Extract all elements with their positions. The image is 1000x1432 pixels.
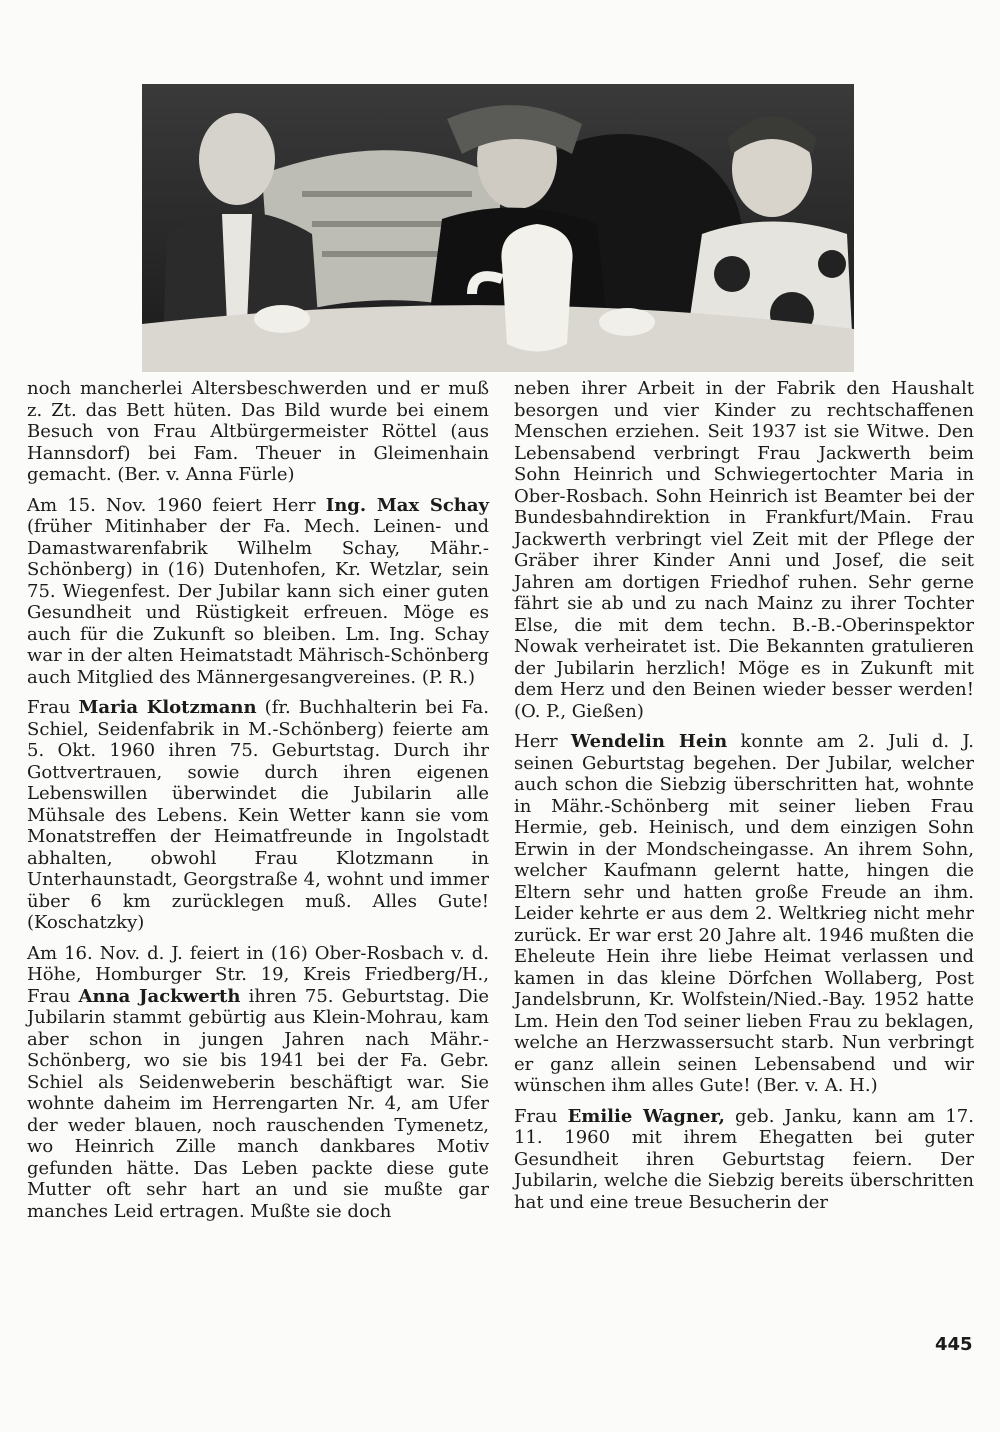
left-column (27, 378, 489, 1231)
person-name: Anna Jackwerth (78, 985, 241, 1007)
person-name: Maria Klotzmann (78, 697, 257, 718)
person-name: Emilie Wagner, (567, 1105, 725, 1127)
paragraph-fuerle (27, 378, 489, 486)
person-name: Wendelin Hein (570, 731, 728, 752)
paragraph-text: Frau (27, 697, 79, 718)
paragraph-text: Frau (514, 1105, 568, 1127)
paragraph-text: Am 15. Nov. 1960 feiert Herr (27, 494, 326, 516)
right-column (514, 378, 974, 1222)
paragraph-text: geb. Janku, kann am 17. 11. 1960 mit ihrem Ehegatten bei guter Gesundheit ihren Geburtstag feiern. Der Jubilarin, welche die Siebzig bereits überschritten hat und eine treue Besucherin der (514, 1105, 974, 1213)
page-number: 445 (935, 1334, 973, 1355)
paragraph-jackwerth-cont (514, 378, 974, 722)
paragraph-text: Herr (514, 731, 571, 752)
photo-three-persons (142, 84, 854, 372)
paragraph-text: noch mancherlei Altersbeschwerden und er muß z. Zt. das Bett hüten. Das Bild wurde bei einem Besuch von Frau Altbürgermeister Röttel (aus Hannsdorf) bei Fam. Theuer in Gleimenhain gemacht. (Ber. v. Anna Fürle) (27, 378, 489, 485)
paragraph-schay (27, 495, 489, 689)
paragraph-wagner (514, 1106, 974, 1214)
paragraph-text: ihren 75. Geburtstag. Die Jubilarin stammt gebürtig aus Klein-Mohrau, kam aber schon in jungen Jahren nach Mähr.-Schönberg, wo sie bis 1941 bei der Fa. Gebr. Schiel als Seidenweberin beschäftigt war. Sie wohnte daheim im Herrengarten Nr. 4, am Ufer der weder blauen, noch rauschenden Tymenetz, wo Heinrich Zille manch dankbares Motiv gefunden hätte. Das Leben packte diese gute Mutter oft sehr hart an und sie mußte gar manches Leid ertragen. Mußte sie doch (27, 985, 490, 1222)
paragraph-klotzmann (27, 697, 489, 934)
paragraph-hein (514, 731, 974, 1097)
photo-three-persons-icon (142, 84, 854, 372)
paragraph-text: neben ihrer Arbeit in der Fabrik den Haushalt besorgen und vier Kinder zu rechtschaffenen Menschen erziehen. Seit 1937 ist sie Witwe. Den Lebensabend verbringt Frau Jackwerth beim Sohn Heinrich und Schwiegertochter Maria in Ober-Rosbach. Sohn Heinrich ist Beamter bei der Bundesbahndirektion in Frankfurt/Main. Frau Jackwerth verbringt viel Zeit mit der Pflege der Gräber ihrer Kinder Anni und Josef, die seit Jahren am dortigen Friedhof ruhen. Sehr gerne fährt sie ab und zu nach Mainz zu ihrer Tochter Else, die mit dem techn. B.-B.-Oberinspektor Nowak verheiratet ist. Die Bekannten gratulieren der Jubilarin herzlich! Möge es in Zukunft mit dem Herz und den Beinen wieder besser werden! (O. P., Gießen) (514, 378, 974, 722)
paragraph-text: (früher Mitinhaber der Fa. Mech. Leinen- und Damastwarenfabrik Wilhelm Schay, Mähr.-Schönberg) in (16) Dutenhofen, Kr. Wetzlar, sein 75. Wiegenfest. Der Jubilar kann sich einer guten Gesundheit und Rüstigkeit erfreuen. Möge es auch für die Zukunft so bleiben. Lm. Ing. Schay war in der alten Heimatstadt Mährisch-Schönberg auch Mitglied des Männergesangvereines. (P. R.) (27, 516, 489, 688)
person-name: Ing. Max Schay (325, 494, 489, 516)
paragraph-text: konnte am 2. Juli d. J. seinen Geburtstag begehen. Der Jubilar, welcher auch schon die Siebzig überschritten hat, wohnte in Mähr.-Schönberg mit seiner lieben Frau Hermie, geb. Heinisch, und dem einzigen Sohn Erwin in der Mondscheingasse. An ihrem Sohn, welcher Kaufmann gelernt hatte, hingen die Eltern sehr und hatten große Freude an ihm. Leider kehrte er aus dem 2. Weltkrieg nicht mehr zurück. Er war erst 20 Jahre alt. 1946 mußten die Eheleute Hein ihre liebe Heimat verlassen und kamen in das kleine Dörfchen Wollaberg, Post Jandelsbrunn, Kr. Wolfstein/Nied.-Bay. 1952 hatte Lm. Hein den Tod seiner lieben Frau zu beklagen, welche an Herzwassersucht starb. Nun verbringt er ganz allein seinen Lebensabend und wir wünschen ihm alles Gute! (Ber. v. A. H.) (514, 731, 974, 1096)
paragraph-jackwerth (27, 943, 489, 1223)
paragraph-text: (fr. Buchhalterin bei Fa. Schiel, Seidenfabrik in M.-Schönberg) feierte am 5. Okt. 1960 ihren 75. Geburtstag. Durch ihr Gottvertrauen, sowie durch ihren eigenen Lebenswillen überwindet die Jubilarin alle Mühsale des Lebens. Kein Wetter kann sie vom Monatstreffen der Heimatfreunde in Ingolstadt abhalten, obwohl Frau Klotzmann in Unterhaunstadt, Georgstraße 4, wohnt und immer über 6 km zurücklegen muß. Alles Gute! (Koschatzky) (27, 697, 490, 933)
paragraph-text: Am 16. Nov. d. J. feiert in (16) Ober-Rosbach v. d. Höhe, Homburger Str. 19, Kreis Friedberg/H., Frau (27, 942, 489, 1007)
